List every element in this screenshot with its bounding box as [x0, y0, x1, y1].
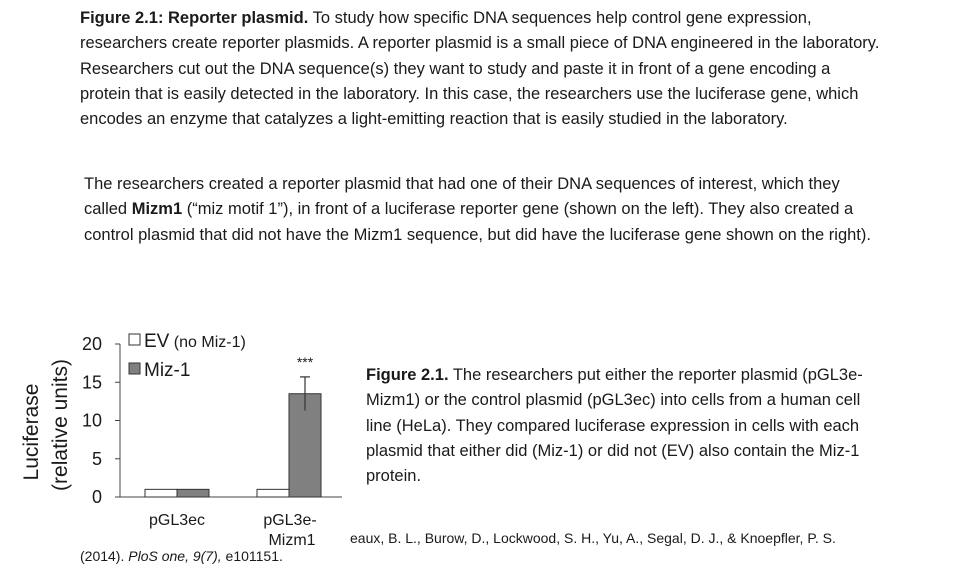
legend-series-name: Miz-1 — [144, 360, 191, 381]
y-axis-label-units: (relative units) — [49, 359, 72, 491]
caption-text: The researchers put either the reporter plasmid (pGL3e-Mizm1) or the control plasmid (pGL3ec) into cells from a human cell line (HeLa). They compared luciferase expression in cells with each plasmid that either did (Miz-1) or did not (EV) also contain the Miz-1 protein. — [366, 366, 863, 486]
y-tick-label: 10 — [81, 410, 102, 431]
citation-article: e101151. — [221, 548, 283, 564]
legend-label — [144, 331, 246, 352]
legend-label — [144, 360, 190, 381]
y-axis-label: Luciferase — [20, 383, 43, 481]
bar-ev — [145, 489, 177, 497]
significance-annotation: *** — [296, 353, 314, 370]
y-tick-label: 5 — [91, 448, 102, 469]
citation-journal: PloS one, 9(7), — [128, 548, 222, 564]
legend-suffix: (no Miz-1) — [169, 334, 246, 351]
figure-title: Figure 2.1: Reporter plasmid. — [80, 9, 309, 27]
caption-title: Figure 2.1. — [366, 366, 449, 384]
x-category-label: pGL3ec — [148, 512, 206, 529]
intro-text: To study how specific DNA sequences help control gene expression, researchers create reporter plasmids. A reporter plasmid is a small piece of DNA engineered in the laboratory. Researchers cut out the DNA sequence(s) they want to study and paste it in front of a gene encoding a protein that is easily detected in the laboratory. In this case, the researchers use the luciferase gene, which encodes an enzyme that catalyzes a light-emitting reaction that is easily studied in the laboratory. — [80, 9, 880, 129]
y-tick-label: 15 — [81, 372, 102, 393]
plasmid-text-start: The researchers created a reporter plasmid that had one of their DNA sequences of interest, which they called — [84, 175, 840, 219]
citation-year: (2014). — [80, 548, 129, 564]
legend-series-name: EV — [144, 331, 170, 352]
x-category-label: Mizm1 — [268, 532, 316, 549]
mizm1-term: Mizm1 — [131, 200, 183, 219]
legend-swatch-ev — [129, 334, 140, 345]
y-tick-label: 20 — [81, 334, 102, 354]
bar-ev — [257, 489, 289, 497]
citation-line-1: eaux, B. L., Burow, D., Lockwood, S. H., Yu, A., Segal, D. J., & Knoepfler, P. S. — [350, 530, 836, 546]
x-category-label: pGL3e- — [263, 512, 317, 529]
y-tick-label: 0 — [91, 487, 102, 507]
citation-line-2 — [80, 548, 283, 564]
plasmid-text-end: (“miz motif 1”), in front of a luciferase reporter gene (shown on the left). They also created a control plasmid that did not have the Mizm1 sequence, but did have the luciferase gene shown on the right). — [84, 200, 871, 244]
legend-swatch-miz-1 — [129, 363, 140, 374]
figure-caption — [366, 363, 876, 489]
bar-miz-1 — [177, 489, 209, 497]
